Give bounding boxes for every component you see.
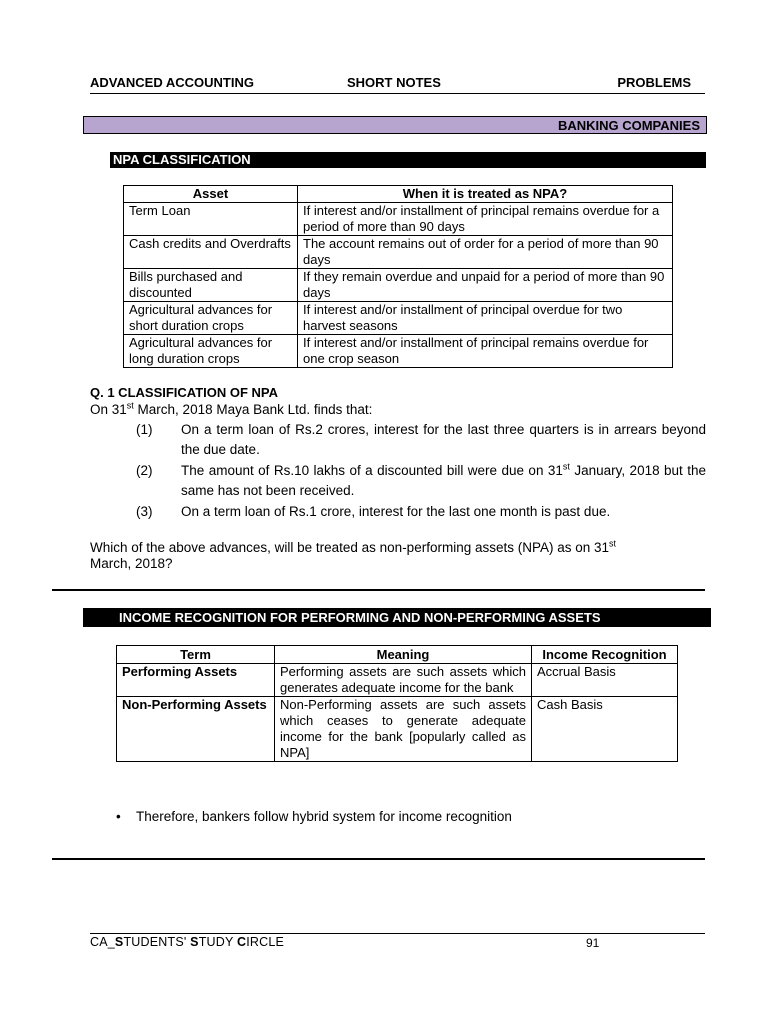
item-text [181, 461, 706, 501]
table-cell: Non-Performing Assets [117, 697, 275, 762]
divider [52, 589, 705, 591]
superscript: st [609, 538, 617, 549]
table-cell: The account remains out of order for a period of more than 90 days [298, 236, 673, 269]
item-number: (1) [136, 422, 153, 437]
table-cell: Performing assets are such assets which generates adequate income for the bank [275, 664, 532, 697]
divider [52, 858, 705, 860]
header-left: ADVANCED ACCOUNTING [90, 75, 254, 90]
income-recognition-heading: INCOME RECOGNITION FOR PERFORMING AND NON-PERFORMING ASSETS [83, 608, 711, 627]
table-cell: Bills purchased and discounted [124, 269, 298, 302]
column-header: Term [117, 646, 275, 664]
table-row [124, 236, 673, 269]
question-title: Q. 1 CLASSIFICATION OF NPA [90, 385, 279, 400]
table-cell: If interest and/or installment of principal remains overdue for one crop season [298, 335, 673, 368]
income-recognition-table [116, 645, 678, 762]
table-row [124, 302, 673, 335]
section-band-title: BANKING COMPANIES [557, 118, 700, 133]
brand-part: TUDENTS' [123, 935, 191, 949]
intro-text: March, 2018 Maya Bank Ltd. finds that: [133, 402, 373, 417]
superscript: st [126, 400, 134, 411]
bullet-icon: • [116, 809, 121, 824]
table-row [124, 203, 673, 236]
table-header-row [124, 186, 673, 203]
brand-initial: S [190, 935, 199, 949]
item-text: On a term loan of Rs.1 crore, interest for the last one month is past due. [181, 504, 611, 519]
section-band [83, 116, 707, 134]
column-header: Income Recognition [532, 646, 678, 664]
column-header: When it is treated as NPA? [298, 186, 673, 203]
header-center: SHORT NOTES [347, 75, 441, 90]
npa-classification-heading: NPA CLASSIFICATION [110, 152, 706, 168]
superscript: st [562, 461, 570, 472]
question-intro [90, 402, 372, 418]
brand-part: CA_ [90, 935, 115, 949]
closing-text: March, 2018? [90, 556, 173, 571]
column-header: Meaning [275, 646, 532, 664]
intro-text: On 31 [90, 402, 127, 417]
brand-initial: S [114, 935, 124, 949]
page-footer [90, 933, 705, 950]
table-cell: Term Loan [124, 203, 298, 236]
table-cell: Agricultural advances for long duration crops [124, 335, 298, 368]
item-number: (2) [136, 463, 153, 478]
brand-initial: C [236, 935, 247, 949]
table-cell: Cash Basis [532, 697, 678, 762]
brand-part: IRCLE [246, 935, 285, 949]
table-row [117, 664, 678, 697]
item-text-part: January, 2018 but the same has not been received. [181, 463, 706, 498]
table-cell: Accrual Basis [532, 664, 678, 697]
table-row [124, 269, 673, 302]
bullet-text: Therefore, bankers follow hybrid system for income recognition [136, 809, 512, 824]
closing-text: Which of the above advances, will be treated as non-performing assets (NPA) as on 31 [90, 540, 610, 555]
page-header [90, 75, 705, 94]
table-header-row [117, 646, 678, 664]
brand-part: TUDY [198, 935, 237, 949]
page-number: 91 [586, 936, 600, 950]
header-right: PROBLEMS [617, 75, 691, 90]
table-cell: Performing Assets [117, 664, 275, 697]
item-text-part: The amount of Rs.10 lakhs of a discounted bill were due on 31 [181, 463, 563, 478]
item-text: On a term loan of Rs.2 crores, interest for the last three quarters is in arrears beyond the due date. [181, 422, 706, 457]
table-cell: Non-Performing assets are such assets which ceases to generate adequate income for the bank [popularly called as NPA] [275, 697, 532, 762]
table-cell: If interest and/or installment of principal remains overdue for a period of more than 90 days [298, 203, 673, 236]
table-row [117, 697, 678, 762]
column-header: Asset [124, 186, 298, 203]
question-closing [90, 540, 690, 572]
table-row [124, 335, 673, 368]
item-number: (3) [136, 504, 153, 519]
table-cell: If interest and/or installment of principal overdue for two harvest seasons [298, 302, 673, 335]
table-cell: Agricultural advances for short duration crops [124, 302, 298, 335]
table-cell: Cash credits and Overdrafts [124, 236, 298, 269]
table-cell: If they remain overdue and unpaid for a period of more than 90 days [298, 269, 673, 302]
npa-classification-table [123, 185, 673, 368]
footer-brand [90, 935, 284, 949]
